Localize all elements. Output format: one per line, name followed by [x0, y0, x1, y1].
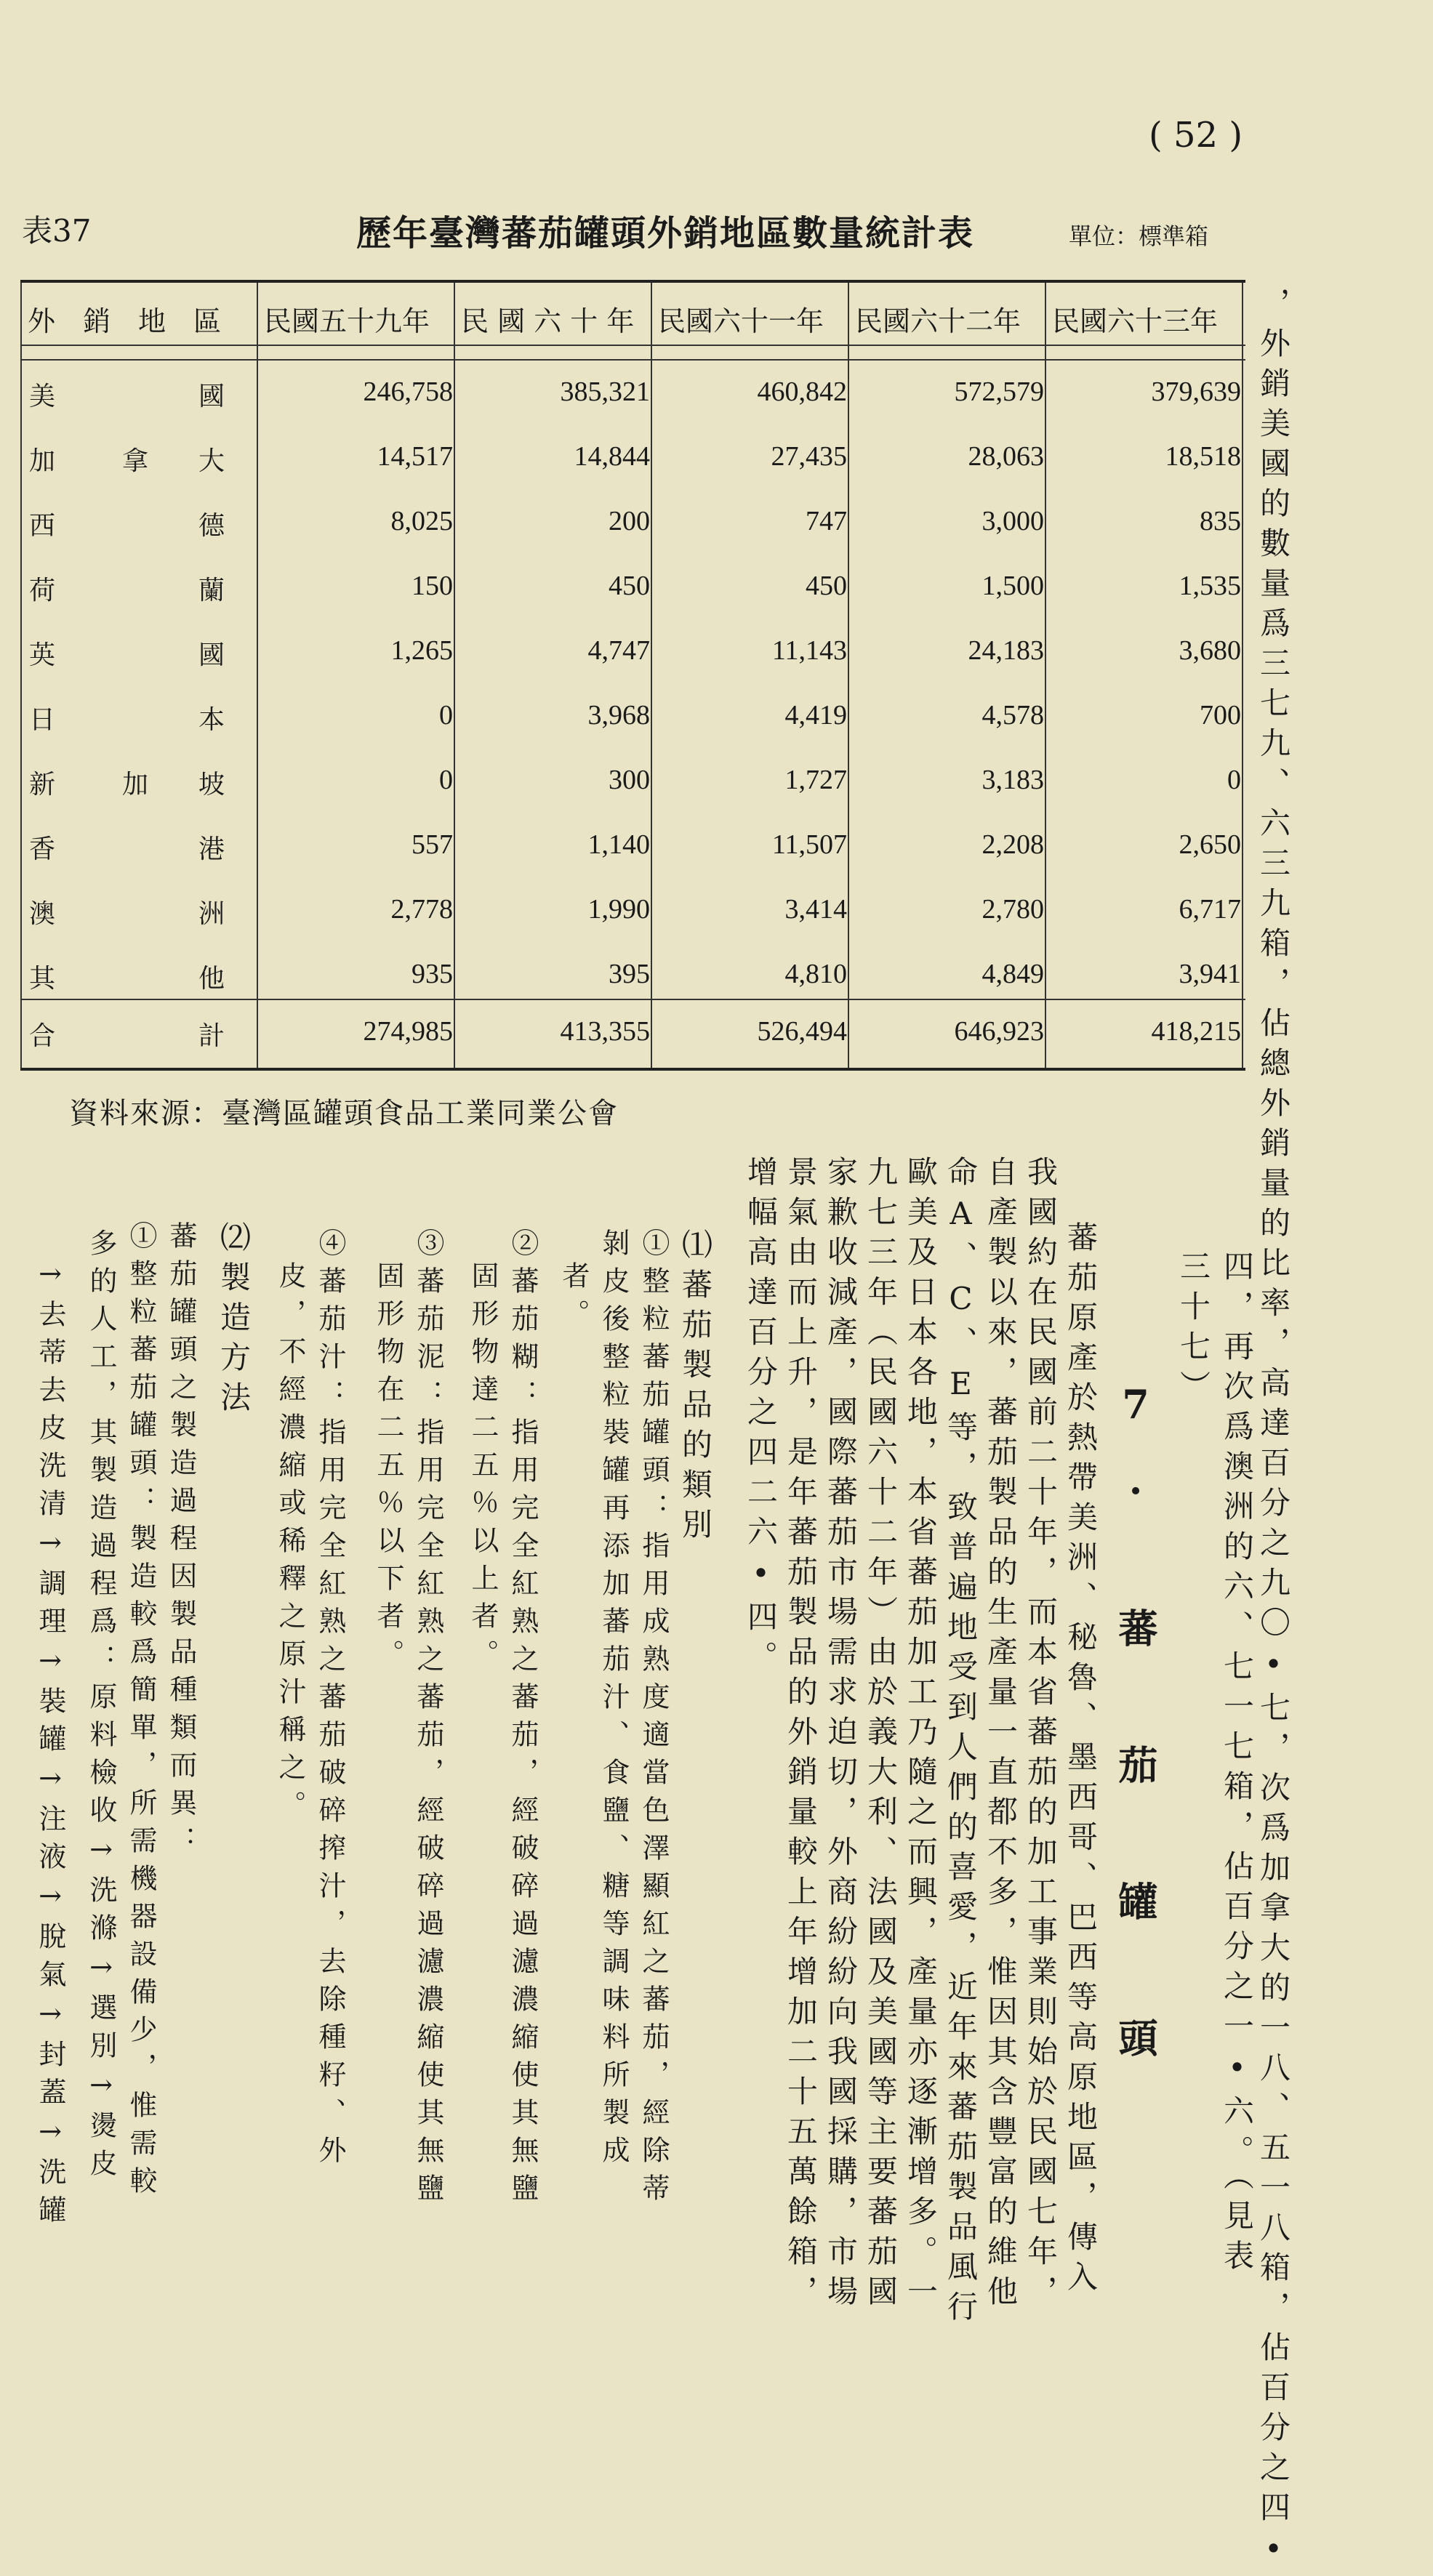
table-value-cell: 14,844 [574, 441, 650, 472]
table-value-cell: 379,639 [1151, 377, 1241, 407]
region-label-char: 美 [29, 382, 56, 411]
text-column: ④蕃茄汁：指用完全紅熟之蕃茄破碎搾汁，去除種籽、外 [314, 1228, 346, 2173]
table-value-cell: 395 [609, 959, 650, 989]
table-value-cell: 0 [439, 700, 453, 730]
region-label-char: 荷 [29, 576, 56, 605]
table-value-cell: 1,500 [982, 571, 1044, 601]
table-value-cell: 835 [1200, 506, 1241, 536]
text-column: 固形物達二五％以上者。 [467, 1261, 499, 1677]
total-value-cell: 646,923 [954, 1016, 1044, 1047]
region-label-char: 日 [29, 705, 56, 735]
table-value-cell: 1,265 [390, 635, 453, 666]
text-column: 四，再次爲澳洲的六、七一七箱，佔百分之一•六。（見表 [1219, 1250, 1255, 2279]
table-value-cell: 0 [439, 765, 453, 795]
text-column: 九七三年（民國六十二年）由於義大利、法國及美國等主要蕃茄國 [863, 1156, 899, 2315]
region-label-char: 坡 [198, 770, 225, 800]
table-value-cell: 0 [1227, 765, 1241, 795]
table-value-cell: 18,518 [1165, 441, 1241, 472]
region-label-char: 國 [198, 382, 225, 411]
source-note: 資料來源：臺灣區罐頭食品工業同業公會 [69, 1097, 619, 1130]
text-column: 蕃茄原產於熱帶美洲、秘魯、墨西哥、巴西等高原地區，傳入 [1063, 1221, 1099, 2301]
page-number: ( 52 ) [1149, 115, 1243, 156]
table-unit: 單位：標準箱 [1069, 222, 1209, 250]
table-value-cell: 150 [412, 571, 453, 601]
table-value-cell: 2,778 [390, 894, 453, 925]
region-label-char: 新 [29, 770, 56, 800]
table-value-cell: 3,000 [982, 506, 1044, 536]
table-header-cell: 民國五十九年 [264, 305, 430, 337]
total-label-char: 計 [198, 1021, 225, 1051]
table-value-cell: 4,849 [982, 959, 1044, 989]
region-label-char: 英 [29, 640, 56, 670]
total-value-cell: 413,355 [560, 1016, 650, 1047]
text-column: ③蕃茄泥：指用完全紅熟之蕃茄，經破碎過濾濃縮使其無鹽 [412, 1228, 444, 2211]
text-column: 皮，不經濃縮或稀釋之原汁稱之。 [274, 1261, 306, 1828]
text-column: 剝皮後整粒裝罐再添加蕃茄汁、食鹽、糖等調味料所製成 [598, 1228, 630, 2173]
region-label-char: 洲 [198, 899, 225, 929]
text-column: 景氣由而上升，是年蕃茄製品的外銷量較上年增加二十五萬餘箱， [783, 1156, 819, 2315]
table-value-cell: 3,183 [982, 765, 1044, 795]
region-label-char: 澳 [29, 899, 56, 929]
table-value-cell: 2,650 [1179, 829, 1241, 860]
text-column: 增幅高達百分之四二六•四。 [743, 1156, 779, 1681]
total-value-cell: 418,215 [1151, 1016, 1241, 1047]
text-column: 我國約在民國前二十年，而本省蕃茄的加工事業則始於民國七年， [1023, 1156, 1059, 2315]
text-column: ⑵製造方法 [216, 1221, 252, 1421]
table-header-cell: 民國六十二年 [855, 305, 1021, 337]
total-value-cell: 526,494 [757, 1016, 847, 1047]
region-label-char: 本 [198, 705, 225, 735]
table-value-cell: 27,435 [771, 441, 847, 472]
table-value-cell: 6,717 [1179, 894, 1241, 925]
region-label-char: 加 [29, 446, 56, 476]
table-value-cell: 4,810 [784, 959, 847, 989]
text-column: ⑴蕃茄製品的類別 [678, 1228, 713, 1548]
table-value-cell: 14,517 [377, 441, 453, 472]
table-value-cell: 450 [609, 571, 650, 601]
text-column: ，外銷美國的數量爲三七九、六三九箱，佔總外銷量的比率，高達百分之九〇•七，次爲加拿大的一八、五一八箱，佔百分之四• [1256, 287, 1291, 2576]
text-column: ②蕃茄糊：指用完全紅熟之蕃茄，經破碎過濾濃縮使其無鹽 [507, 1228, 539, 2211]
region-label-char: 他 [198, 964, 225, 994]
text-column: 蕃茄罐頭之製造過程因製品種類而異： [165, 1221, 197, 1864]
table-value-cell: 300 [609, 765, 650, 795]
table-header-cell: 民國六十三年 [1052, 305, 1219, 337]
table-title: 歷年臺灣蕃茄罐頭外銷地區數量統計表 [356, 213, 975, 254]
table-value-cell: 28,063 [968, 441, 1044, 472]
region-label-char: 加 [122, 770, 149, 800]
text-column: 命A、C、E等，致普遍地受到人們的喜愛，近年來蕃茄製品風行 [943, 1156, 979, 2330]
table-value-cell: 450 [806, 571, 847, 601]
region-label-char: 香 [29, 834, 56, 864]
table-value-cell: 246,758 [363, 377, 453, 407]
table-value-cell: 11,143 [771, 635, 847, 666]
text-column: 固形物在二五％以下者。 [372, 1261, 404, 1677]
table-value-cell: 385,321 [560, 377, 650, 407]
table-value-cell: 460,842 [757, 377, 847, 407]
region-label-char: 德 [198, 511, 225, 541]
table-value-cell: 572,579 [954, 377, 1044, 407]
table-value-cell: 747 [806, 506, 847, 536]
total-label-char: 合 [29, 1021, 56, 1051]
text-column: 家歉收減產，國際蕃茄市場需求迫切，外商紛紛向我國採購，市場 [823, 1156, 859, 2315]
region-label-char: 國 [198, 640, 225, 670]
table-value-cell: 3,414 [784, 894, 847, 925]
table-value-cell: 4,578 [982, 700, 1044, 730]
table-value-cell: 1,727 [784, 765, 847, 795]
table-value-cell: 4,747 [587, 635, 650, 666]
text-column: ①整粒蕃茄罐頭：製造較爲簡單，所需機器設備少，惟需較 [125, 1221, 157, 2204]
table-value-cell: 8,025 [390, 506, 453, 536]
text-column: →去蒂去皮洗清→調理→裝罐→注液→脫氣→封蓋→洗罐 [34, 1257, 66, 2233]
table-value-cell: 2,208 [982, 829, 1044, 860]
region-label-char: 蘭 [198, 576, 225, 605]
text-column: 三十七） [1176, 1250, 1211, 1410]
table-label: 表37 [22, 213, 92, 249]
table-value-cell: 2,780 [982, 894, 1044, 925]
text-column: 多的人工，其製造過程爲：原料檢收→洗滌→選別→燙皮 [85, 1228, 117, 2186]
table-value-cell: 1,990 [587, 894, 650, 925]
region-label-char: 港 [198, 834, 225, 864]
table-header-cell: 外 銷 地 區 [28, 305, 222, 337]
section-heading: 7. 蕃 茄 罐 頭 [1112, 1381, 1159, 2086]
text-column: 者。 [558, 1261, 590, 1337]
table-value-cell: 3,968 [587, 700, 650, 730]
table-value-cell: 11,507 [771, 829, 847, 860]
region-label-char: 拿 [122, 446, 149, 476]
table-value-cell: 200 [609, 506, 650, 536]
table-value-cell: 3,680 [1179, 635, 1241, 666]
export-statistics-table [20, 280, 1245, 1071]
text-column: 自產製以來，蕃茄製品的生產量一直都不多，惟因其含豐富的維他 [983, 1156, 1019, 2315]
table-value-cell: 700 [1200, 700, 1241, 730]
total-value-cell: 274,985 [363, 1016, 453, 1047]
table-value-cell: 24,183 [968, 635, 1044, 666]
table-header-cell: 民國六十一年 [658, 305, 824, 337]
table-value-cell: 3,941 [1179, 959, 1241, 989]
table-value-cell: 4,419 [784, 700, 847, 730]
table-value-cell: 1,535 [1179, 571, 1241, 601]
region-label-char: 其 [29, 964, 56, 994]
table-header-cell: 民 國 六 十 年 [461, 305, 635, 337]
region-label-char: 大 [198, 446, 225, 476]
table-value-cell: 557 [412, 829, 453, 860]
text-column: ①整粒蕃茄罐頭：指用成熟度適當色澤顯紅之蕃茄，經除蒂 [638, 1228, 670, 2211]
table-value-cell: 935 [412, 959, 453, 989]
region-label-char: 西 [29, 511, 56, 541]
table-value-cell: 1,140 [587, 829, 650, 860]
text-column: 歐美及日本各地，本省蕃茄加工乃隨之而興，產量亦逐漸增多。一 [903, 1156, 939, 2315]
